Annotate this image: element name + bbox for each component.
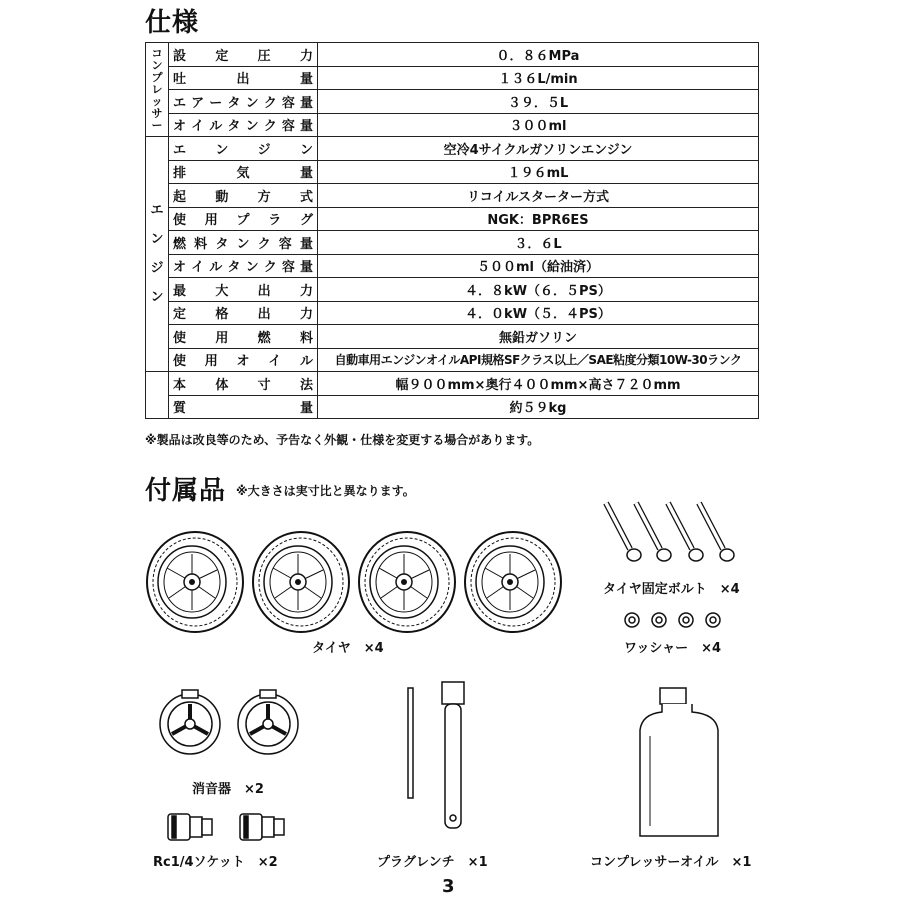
plug-wrench-caption: プラグレンチ ×1 — [377, 855, 488, 870]
group-char: プ — [151, 70, 163, 84]
bolt-illustration — [598, 497, 758, 567]
spec-label-char: 出 — [257, 283, 271, 299]
group-char: サ — [151, 106, 163, 120]
socket-illustration — [164, 808, 294, 846]
spec-row — [146, 395, 759, 419]
group-engine — [146, 137, 169, 372]
spec-label-char: 用 — [204, 354, 218, 370]
spec-label-char: ク — [257, 236, 271, 252]
plug-wrench-illustration — [400, 676, 480, 836]
spec-label-char: オ — [173, 260, 187, 276]
spec-value: ３．６L — [318, 231, 759, 255]
tire-1 — [147, 532, 243, 632]
spec-value: 幅９００mm×奥行４００mm×高さ７２０mm — [318, 372, 759, 396]
spec-label-char: ン — [245, 95, 259, 111]
spec-label-char: 容 — [281, 260, 295, 276]
group-char: ン — [150, 290, 164, 305]
spec-label-char: 燃 — [173, 236, 187, 252]
group-char: エ — [150, 203, 164, 218]
spec-label-char: ジ — [257, 142, 271, 158]
spec-label-char: 量 — [299, 166, 313, 182]
spec-label — [169, 184, 318, 208]
spec-label-char: 起 — [173, 189, 187, 205]
spec-label — [169, 348, 318, 372]
spec-row — [146, 348, 759, 372]
spec-value: １３６L/min — [318, 66, 759, 90]
spec-label-char: ン — [299, 142, 313, 158]
group-char: コ — [151, 46, 163, 60]
spec-label-char: ア — [191, 95, 205, 111]
spec-label-char: ル — [209, 260, 223, 276]
group-char: レ — [151, 82, 163, 96]
spec-label-char: 排 — [173, 166, 187, 182]
spec-label-char: 力 — [299, 307, 313, 323]
tire-2 — [253, 532, 349, 632]
spec-label-char: 体 — [215, 377, 229, 393]
group-body — [146, 372, 169, 419]
group-char: ッ — [151, 94, 163, 108]
spec-label-char: 量 — [299, 260, 313, 276]
accessories-title: 付属品 — [145, 476, 227, 506]
spec-row — [146, 207, 759, 231]
spec-label-char: 格 — [215, 307, 229, 323]
spec-label-char: ン — [245, 119, 259, 135]
spec-label-char: タ — [215, 236, 229, 252]
spec-value: ４．８kW（６．５PS） — [318, 278, 759, 302]
spec-label — [169, 137, 318, 161]
spec-label-char: 量 — [299, 119, 313, 135]
spec-label-char: 方 — [257, 189, 271, 205]
muffler-illustration — [158, 688, 308, 758]
spec-label-char: オ — [236, 354, 250, 370]
spec-label-char: ク — [263, 119, 277, 135]
spec-label-char: 圧 — [257, 48, 271, 64]
group-compressor — [146, 43, 169, 137]
spec-value: 自動車用エンジンオイルAPI規格SFクラス以上／SAE粘度分類10W-30ランク — [318, 348, 759, 372]
spec-label-char: 吐 — [173, 72, 187, 88]
spec-label-char: 容 — [281, 119, 295, 135]
spec-label-char: ン — [236, 236, 250, 252]
spec-value: ４．０kW（５．４PS） — [318, 301, 759, 325]
spec-label-char: 大 — [215, 283, 229, 299]
spec-label-char: 量 — [299, 72, 313, 88]
spec-row — [146, 66, 759, 90]
spec-value: ３００ml — [318, 113, 759, 137]
group-char: ン — [151, 58, 163, 72]
spec-label — [169, 160, 318, 184]
spec-label-char: 量 — [299, 95, 313, 111]
tire-illustration — [145, 528, 575, 638]
spec-label-char: 容 — [281, 95, 295, 111]
spec-label-char: 用 — [215, 330, 229, 346]
spec-row — [146, 278, 759, 302]
spec-label-char: 力 — [299, 283, 313, 299]
spec-label-char: 使 — [173, 213, 187, 229]
spec-label-char: 出 — [236, 72, 250, 88]
spec-value: 無鉛ガソリン — [318, 325, 759, 349]
spec-label-char: イ — [191, 260, 205, 276]
spec-label-char: 容 — [278, 236, 292, 252]
spec-label-char: 用 — [204, 213, 218, 229]
spec-label-char: 定 — [173, 307, 187, 323]
page-number: 3 — [442, 876, 455, 897]
spec-label-char: 設 — [173, 48, 187, 64]
spec-label — [169, 372, 318, 396]
spec-value: リコイルスターター方式 — [318, 184, 759, 208]
spec-label — [169, 254, 318, 278]
accessories-subtitle: ※大きさは実寸比と異なります。 — [236, 484, 415, 498]
washer-illustration — [622, 609, 732, 631]
spec-label-char: 量 — [299, 401, 313, 417]
spec-label — [169, 278, 318, 302]
spec-label — [169, 207, 318, 231]
spec-label-char: ク — [263, 260, 277, 276]
spec-row — [146, 137, 759, 161]
spec-label — [169, 325, 318, 349]
spec-row — [146, 231, 759, 255]
spec-label-char: タ — [227, 95, 241, 111]
tire-3 — [359, 532, 455, 632]
spec-label-char: 力 — [299, 48, 313, 64]
spec-label-char: ラ — [268, 213, 282, 229]
spec-label-char: 定 — [215, 48, 229, 64]
spec-label — [169, 231, 318, 255]
spec-row — [146, 325, 759, 349]
spec-label-char: プ — [236, 213, 250, 229]
group-char: ジ — [150, 261, 164, 276]
spec-value: NGK：BPR6ES — [318, 207, 759, 231]
spec-value: 空冷4サイクルガソリンエンジン — [318, 137, 759, 161]
group-char: ー — [151, 118, 163, 132]
spec-label-char: ル — [299, 354, 313, 370]
spec-row — [146, 90, 759, 114]
spec-label-char: 使 — [173, 330, 187, 346]
spec-label-char: ー — [209, 95, 223, 111]
spec-label-char: 量 — [299, 236, 313, 252]
spec-label-char: タ — [227, 119, 241, 135]
bolt-caption: タイヤ固定ボルト ×4 — [603, 582, 740, 597]
spec-label — [169, 66, 318, 90]
spec-label-char: 料 — [299, 330, 313, 346]
spec-row — [146, 113, 759, 137]
spec-label — [169, 301, 318, 325]
spec-label-char: 出 — [257, 307, 271, 323]
spec-value: ３９．５L — [318, 90, 759, 114]
spec-label-char: ル — [209, 119, 223, 135]
spec-table — [145, 42, 759, 419]
spec-label-char: 本 — [173, 377, 187, 393]
spec-label-char: 法 — [299, 377, 313, 393]
oil-bottle-illustration — [632, 686, 728, 842]
spec-label-char: 式 — [299, 189, 313, 205]
spec-row — [146, 160, 759, 184]
spec-label-char: 料 — [194, 236, 208, 252]
spec-row — [146, 254, 759, 278]
spec-label-char: エ — [173, 142, 187, 158]
spec-value: 約５９kg — [318, 395, 759, 419]
spec-title: 仕様 — [145, 8, 200, 38]
spec-label — [169, 90, 318, 114]
group-char: ン — [150, 232, 164, 247]
spec-value: ５００ml（給油済） — [318, 254, 759, 278]
spec-label-char: オ — [173, 119, 187, 135]
spec-row — [146, 301, 759, 325]
spec-label-char: 燃 — [257, 330, 271, 346]
tire-caption: タイヤ ×4 — [312, 641, 384, 656]
oil-caption: コンプレッサーオイル ×1 — [590, 855, 752, 870]
spec-label-char: 寸 — [257, 377, 271, 393]
spec-value: ０．８６MPa — [318, 43, 759, 67]
spec-label-char: イ — [191, 119, 205, 135]
spec-note: ※製品は改良等のため、予告なく外観・仕様を変更する場合があります。 — [145, 433, 540, 447]
spec-label-char: 動 — [215, 189, 229, 205]
socket-caption: Rc1/4ソケット ×2 — [153, 855, 278, 870]
spec-label-char: 気 — [236, 166, 250, 182]
spec-label-char: エ — [173, 95, 187, 111]
spec-label-char: 使 — [173, 354, 187, 370]
spec-label-char: グ — [299, 213, 313, 229]
spec-label — [169, 43, 318, 67]
spec-label-char: ン — [215, 142, 229, 158]
spec-row — [146, 372, 759, 396]
washer-caption: ワッシャー ×4 — [624, 641, 722, 656]
spec-row — [146, 43, 759, 67]
spec-value: １９６mL — [318, 160, 759, 184]
spec-label-char: 質 — [173, 401, 187, 417]
spec-label — [169, 395, 318, 419]
spec-label-char: ン — [245, 260, 259, 276]
spec-row — [146, 184, 759, 208]
spec-label-char: タ — [227, 260, 241, 276]
spec-label-char: 最 — [173, 283, 187, 299]
spec-label — [169, 113, 318, 137]
tire-4 — [465, 532, 561, 632]
muffler-caption: 消音器 ×2 — [192, 782, 264, 797]
spec-label-char: イ — [268, 354, 282, 370]
spec-label-char: ク — [263, 95, 277, 111]
